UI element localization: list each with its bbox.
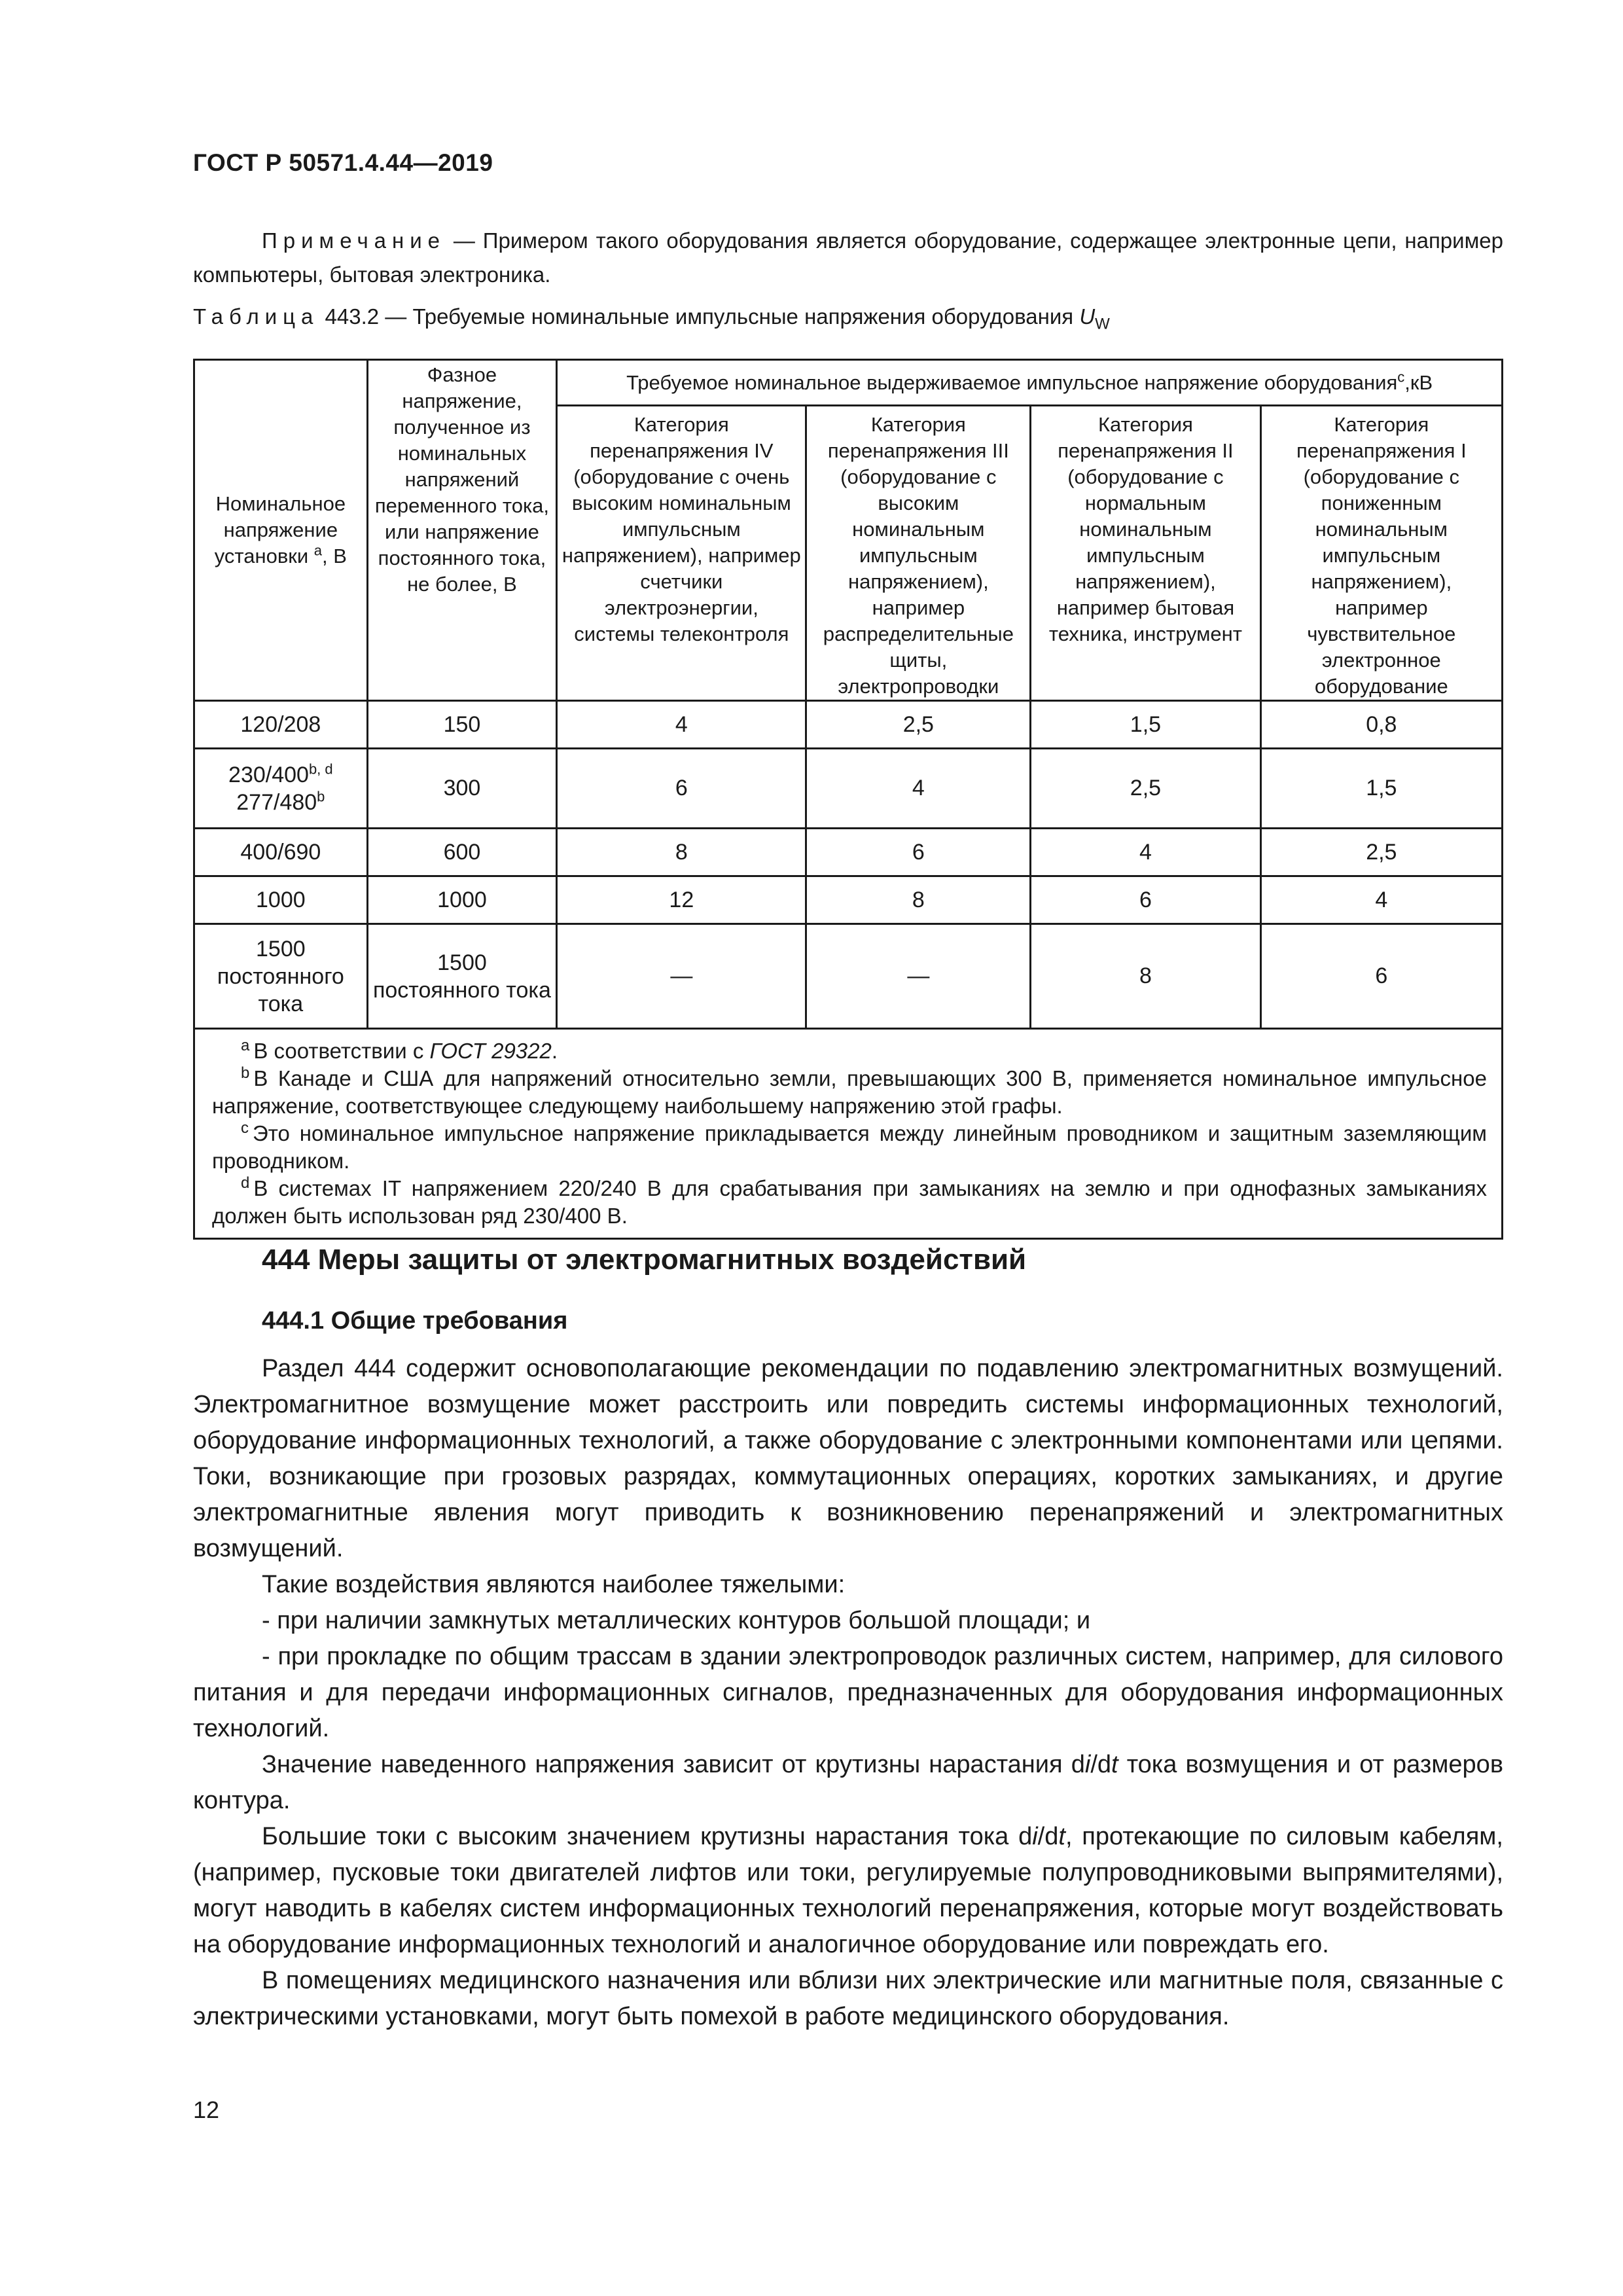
cell-cat-iii: 8 [806,876,1031,924]
cell-nominal: 1500 постоянного тока [194,924,368,1029]
cell-cat-ii: 8 [1031,924,1260,1029]
paragraph: Большие токи с высоким значением крутизны нарастания тока di/dt, протекающие по силовым кабелям, (например, пусковые токи двигателей лифтов или токи, регулируемые полупроводниковыми выпрямителями), могут наводить в кабелях систем информационных технологий перенапряжения, которые могут воздействовать на оборудование информационных технологий и аналогичное оборудование или повреждать его. [193,1823,1503,1958]
cell-phase: 1500 постоянного тока [367,924,557,1029]
cell-cat-iv: — [557,924,806,1029]
list-item: - при прокладке по общим трассам в здании электропроводок различных систем, например, для силового питания и для передачи информационных сигналов, предназначенных для оборудования информационных технологий. [193,1643,1503,1742]
paragraph: В помещениях медицинского назначения или вблизи них электрические или магнитные поля, связанные с электрическими установками, могут быть помехой в работе медицинского оборудования. [193,1967,1503,2030]
header-category-i: Категория перенапряжения I (оборудование с пониженным номинальным импульсным напряжением), например чувствительное электронное оборудование [1260,406,1502,701]
cell-cat-iii: — [806,924,1031,1029]
cell-cat-iii: 6 [806,829,1031,876]
table-caption-symbol: U [1079,304,1096,329]
cell-cat-ii: 6 [1031,876,1260,924]
body-text [193,1351,1503,2035]
cell-nominal: 1000 [194,876,368,924]
cell-phase: 150 [367,701,557,749]
cell-cat-ii: 1,5 [1031,701,1260,749]
cell-cat-iii: 2,5 [806,701,1031,749]
header-category-ii: Категория перенапряжения II (оборудование с нормальным номинальным импульсным напряжением), например бытовая техника, инструмент [1031,406,1260,701]
header-impulse-voltage-group: Требуемое номинальное выдерживаемое импульсное напряжение оборудования$^с$,кВ [557,360,1503,406]
header-phase-voltage: Фазное напряжение, полученное из номинальных напряжений переменного тока, или напряжение постоянного тока, не более, В [367,360,557,701]
table-caption-text: 443.2 — Требуемые номинальные импульсные напряжения оборудования [319,304,1080,329]
cell-cat-i: 2,5 [1260,829,1502,876]
table-row [194,876,1503,924]
cell-cat-iii: 4 [806,749,1031,829]
table-row [194,749,1503,829]
footnote-b: $^b$ В Канаде и США для напряжений относительно земли, превышающих 300 В, применяется номинальное импульсное напряжение, соответствующее следующему наибольшему напряжению этой графы. [212,1064,1487,1118]
table-caption-subscript: W [1095,315,1110,333]
cell-cat-iv: 4 [557,701,806,749]
table-row [194,924,1503,1029]
cell-cat-i: 1,5 [1260,749,1502,829]
cell-cat-i: 6 [1260,924,1502,1029]
section-title: 444 Меры защиты от электромагнитных воздействий [262,1244,1027,1276]
cell-phase: 300 [367,749,557,829]
footnote-c: $^c$ Это номинальное импульсное напряжение прикладывается между линейным проводником и защитным заземляющим проводником. [212,1119,1487,1173]
table-footnotes [194,1029,1503,1239]
note-label: Примечание [262,228,446,253]
cell-cat-i: 0,8 [1260,701,1502,749]
table-note [193,224,1503,292]
header-category-iii: Категория перенапряжения III (оборудование с высоким номинальным импульсным напряжением), например распределительные щиты, электропроводки [806,406,1031,701]
cell-cat-iv: 8 [557,829,806,876]
table-row [194,829,1503,876]
cell-cat-iv: 12 [557,876,806,924]
paragraph: Раздел 444 содержит основополагающие рекомендации по подавлению электромагнитных возмущений. Электромагнитное возмущение может расстроить или повредить системы информационных технологий, оборудование информационных технологий, а также оборудование с электронными компонентами или цепями. Токи, возникающие при грозовых разрядах, коммутационных операциях, коротких замыканиях, и другие электромагнитные явления могут приводить к возникновению перенапряжений и электромагнитных возмущений. [193,1355,1503,1562]
footnote-a: $^a$ В соответствии с ГОСТ 29322. [241,1037,558,1063]
header-category-iv: Категория перенапряжения IV (оборудование с очень высоким номинальным импульсным напряжением), например счетчики электроэнергии, системы телеконтроля [557,406,806,701]
cell-nominal: 120/208 [194,701,368,749]
document-header: ГОСТ Р 50571.4.44—2019 [193,149,493,176]
table-caption [193,304,1503,334]
list-item: - при наличии замкнутых металлических контуров большой площади; и [262,1607,1091,1634]
cell-nominal: 230/400$^{b, d}$ 277/480$^b$ [194,749,368,829]
cell-cat-i: 4 [1260,876,1502,924]
subsection-title: 444.1 Общие требования [262,1307,568,1335]
table-row [194,701,1503,749]
cell-phase: 600 [367,829,557,876]
note-text: — Примером такого оборудования является оборудование, содержащее электронные цепи, например компьютеры, бытовая электроника. [193,228,1503,287]
header-nominal-voltage: Номинальное напряжение установки $^а$, В [194,360,368,701]
cell-nominal: 400/690 [194,829,368,876]
table-caption-label: Таблица [193,304,319,329]
paragraph: Значение наведенного напряжения зависит от крутизны нарастания di/dt тока возмущения и от размеров контура. [193,1751,1504,1814]
cell-cat-ii: 2,5 [1031,749,1260,829]
page-number: 12 [193,2096,220,2123]
cell-cat-ii: 4 [1031,829,1260,876]
cell-phase: 1000 [367,876,557,924]
paragraph: Такие воздействия являются наиболее тяжелыми: [262,1571,846,1598]
cell-cat-iv: 6 [557,749,806,829]
voltage-table [193,359,1503,1240]
footnote-d: $^d$ В системах IT напряжением 220/240 В для срабатывания при замыканиях на землю и при однофазных замыканиях должен быть использован ряд 230/400 В. [212,1174,1487,1228]
